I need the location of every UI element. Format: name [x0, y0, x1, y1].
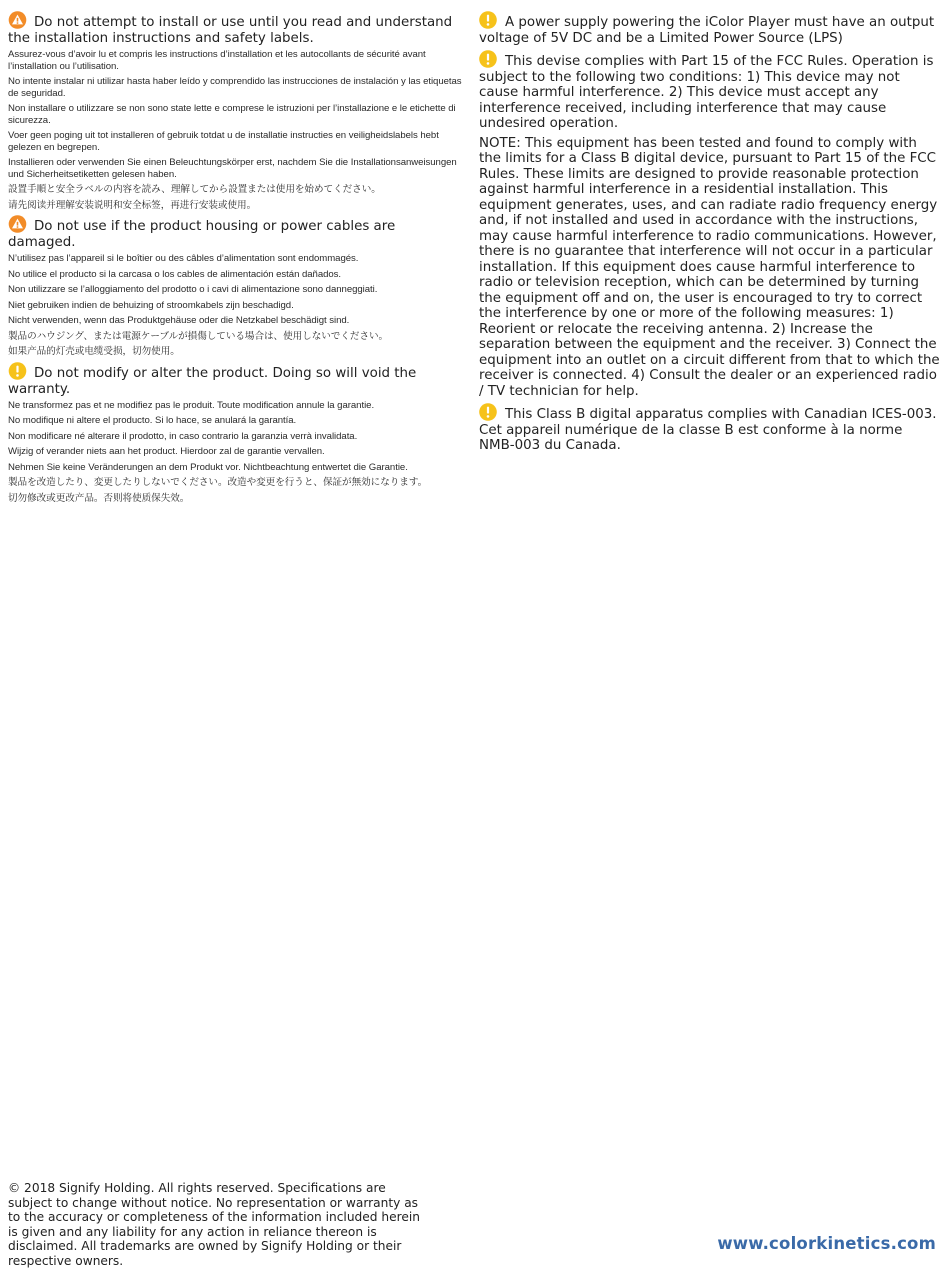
translation-fr: N’utilisez pas l’appareil si le boîtier ou des câbles d’alimentation sont endommagés. [8, 253, 359, 264]
translation-de: Installieren oder verwenden Sie einen Beleuchtungskörper erst, nachdem Sie die Installationsanweisungen und Sicherheitsetiketten gelesen haben. [8, 157, 457, 180]
exclamation-circle-icon [8, 362, 27, 380]
notice-fcc: This devise complies with Part 15 of the FCC Rules. Operation is subject to the following two conditions: 1) This device may not cause harmful interference. 2) This device must accept any interference received, including interference that may cause undesired operation. [479, 50, 941, 132]
translation-fr: Assurez-vous d’avoir lu et compris les instructions d’installation et les autocollants de sécurité avant l’installation ou l’utilisation. [8, 49, 426, 72]
translation-zh: 请先阅读并理解安装说明和安全标签，再进行安装或使用。 [8, 199, 257, 211]
warning-section-modify [8, 362, 466, 505]
translation-de: Nehmen Sie keine Veränderungen an dem Produkt vor. Nichtbeachtung entwertet die Garantie. [8, 461, 408, 473]
warning-triangle-icon [8, 11, 27, 29]
fcc-note: NOTE: This equipment has been tested and found to comply with the limits for a Class B digital device, pursuant to Part 15 of the FCC Rules. These limits are designed to provide reasonable protection against harmful interference in a residential installation. This equipment generates, uses, and can radiate radio frequency energy and, if not installed and used in accordance with the instructions, may cause harmful interference to radio communications. However, there is no guarantee that interference will not occur in a particular installation. If this equipment does cause harmful interference to radio or television reception, which can be determined by turning the equipment off and on, the user is encouraged to try to correct the interference by one or more of the following measures: 1) Reorient or relocate the receiving antenna. 2) Increase the separation between the equipment and the receiver. 3) Connect the equipment into an outlet on a circuit different from that to which the receiver is connected. 4) Consult the dealer or an experienced radio / TV technician for help. [479, 135, 940, 399]
translation-ja: 設置手順と安全ラベルの内容を読み、理解してから設置または使用を始めてください。 [8, 184, 381, 195]
translation-zh: 如果产品的灯壳或电缆受损，切勿使用。 [8, 346, 180, 357]
warning-section-damaged [8, 215, 466, 358]
warning-heading: Do not attempt to install or use until you read and understand the installation instructions and safety labels. [8, 11, 466, 47]
warning-heading: Do not modify or alter the product. Doing so will void the warranty. [8, 362, 466, 398]
exclamation-circle-icon [479, 50, 497, 68]
translation-nl: Wijzig of verander niets aan het product. Hierdoor zal de garantie vervallen. [8, 446, 325, 457]
translation-de: Nicht verwenden, wenn das Produktgehäuse oder die Netzkabel beschädigt sind. [8, 315, 350, 326]
warning-heading: Do not use if the product housing or power cables are damaged. [8, 215, 466, 251]
translation-it: Non utilizzare se l’alloggiamento del prodotto o i cavi di alimentazione sono danneggiati. [8, 284, 378, 295]
right-column [479, 11, 941, 458]
translation-ja: 製品のハウジング、または電源ケーブルが損傷している場合は、使用しないでください。 [8, 330, 389, 342]
translation-ja: 製品を改造したり、変更したりしないでください。改造や変更を行うと、保証が無効になります。 [8, 477, 428, 488]
warning-section-install [8, 11, 466, 211]
left-column [8, 11, 466, 508]
translation-nl: Voer geen poging uit tot installeren of gebruik totdat u de installatie instructies en veiligheidslabels hebt gelezen en begrepen. [8, 130, 439, 153]
translation-it: Non modificare né alterare il prodotto, in caso contrario la garanzia verrà invalidata. [8, 430, 358, 442]
warning-triangle-icon [8, 215, 27, 233]
translation-it: Non installare o utilizzare se non sono state lette e comprese le istruzioni per l’installazione e le etichette di sicurezza. [8, 103, 456, 126]
translation-zh: 切勿修改或更改产品。否则将使质保失效。 [8, 492, 190, 504]
exclamation-circle-icon [479, 11, 497, 29]
translation-fr: Ne transformez pas et ne modifiez pas le produit. Toute modification annule la garantie. [8, 399, 375, 411]
exclamation-circle-icon [479, 403, 497, 421]
notice-ices: This Class B digital apparatus complies with Canadian ICES-003. Cet appareil numérique de la classe B est conforme à la norme NMB-003 du Canada. [479, 403, 941, 454]
translation-nl: Niet gebruiken indien de behuizing of stroomkabels zijn beschadigd. [8, 299, 294, 311]
translation-es: No utilice el producto si la carcasa o los cables de alimentación están dañados. [8, 268, 342, 280]
website-link[interactable]: www.colorkinetics.com [717, 1234, 936, 1253]
notice-power-supply: A power supply powering the iColor Player must have an output voltage of 5V DC and be a Limited Power Source (LPS) [479, 11, 941, 46]
legal-footer: © 2018 Signify Holding. All rights reserved. Specifications are subject to change without notice. No representation or warranty as to the accuracy or completeness of the information included herein is given and any liability for any action in reliance thereon is disclaimed. All trademarks are owned by Signify Holding or their respective owners. [8, 1181, 420, 1268]
translation-es: No intente instalar ni utilizar hasta haber leído y comprendido las instrucciones de instalación y las etiquetas de seguridad. [8, 76, 462, 99]
translation-es: No modifique ni altere el producto. Si lo hace, se anulará la garantía. [8, 415, 297, 426]
